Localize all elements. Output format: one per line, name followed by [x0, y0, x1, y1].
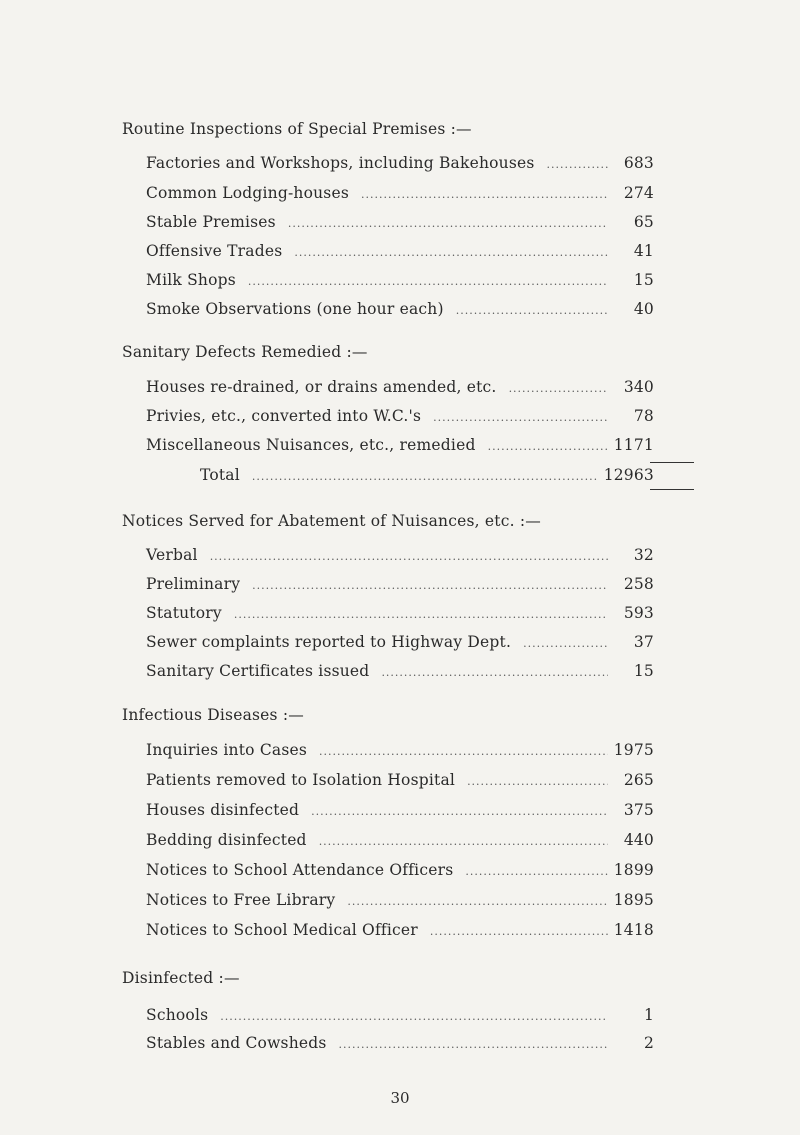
leader-dots: [381, 666, 608, 679]
leader-dots: [252, 470, 598, 483]
item-value: 440: [623, 831, 654, 849]
item-value: 274: [623, 184, 654, 202]
list-item: [146, 407, 654, 425]
list-item: [146, 741, 654, 759]
item-label: Verbal: [146, 546, 198, 564]
leader-dots: [467, 775, 608, 788]
item-value: 15: [633, 271, 654, 289]
leader-dots: [319, 745, 608, 758]
list-item: [146, 242, 654, 260]
section-heading-routine-inspections: Routine Inspections of Special Premises :—: [122, 120, 472, 138]
item-label: Common Lodging-houses: [146, 184, 349, 202]
list-item: [146, 891, 654, 909]
list-item: [146, 633, 654, 651]
item-label: Notices to School Attendance Officers: [146, 861, 454, 879]
total-row: [200, 466, 654, 484]
list-item: [146, 831, 654, 849]
leader-dots: [456, 304, 608, 317]
item-value: 1: [643, 1006, 654, 1024]
item-label: Sewer complaints reported to Highway Dept.: [146, 633, 512, 651]
leader-dots: [547, 158, 608, 171]
item-value: 340: [623, 378, 654, 396]
item-label: Houses disinfected: [146, 801, 300, 819]
leader-dots: [210, 550, 608, 563]
item-label: Schools: [146, 1006, 209, 1024]
item-label: Statutory: [146, 604, 222, 622]
item-value: 683: [623, 154, 654, 172]
list-item: [146, 546, 654, 564]
leader-dots: [433, 411, 608, 424]
item-value: 41: [633, 242, 654, 260]
item-label: Stables and Cowsheds: [146, 1034, 327, 1052]
list-item: [146, 271, 654, 289]
list-item: [146, 921, 654, 939]
leader-dots: [288, 217, 608, 230]
item-value: 1895: [613, 891, 654, 909]
item-label: Notices to School Medical Officer: [146, 921, 418, 939]
item-value: 40: [633, 300, 654, 318]
total-rule-top: [650, 462, 694, 463]
total-label: Total: [200, 466, 240, 484]
leader-dots: [339, 1038, 608, 1051]
item-value: 265: [623, 771, 654, 789]
list-item: [146, 861, 654, 879]
item-value: 1975: [613, 741, 654, 759]
list-item: [146, 213, 654, 231]
list-item: [146, 604, 654, 622]
item-label: Smoke Observations (one hour each): [146, 300, 444, 318]
item-label: Factories and Workshops, including Bakehouses: [146, 154, 535, 172]
leader-dots: [523, 637, 608, 650]
section-heading-infectious-diseases: Infectious Diseases :—: [122, 706, 304, 724]
section-heading-disinfected: Disinfected :—: [122, 969, 240, 987]
item-value: 1171: [613, 436, 654, 454]
item-label: Notices to Free Library: [146, 891, 336, 909]
list-item: [146, 184, 654, 202]
list-item: [146, 300, 654, 318]
leader-dots: [220, 1010, 608, 1023]
item-value: 15: [633, 662, 654, 680]
list-item: [146, 1006, 654, 1024]
item-label: Houses re-drained, or drains amended, etc.: [146, 378, 497, 396]
leader-dots: [465, 865, 607, 878]
leader-dots: [234, 608, 608, 621]
leader-dots: [430, 925, 608, 938]
item-label: Stable Premises: [146, 213, 276, 231]
item-label: Preliminary: [146, 575, 241, 593]
list-item: [146, 378, 654, 396]
section-heading-sanitary-defects: Sanitary Defects Remedied :—: [122, 343, 368, 361]
item-value: 2: [643, 1034, 654, 1052]
item-value: 37: [633, 633, 654, 651]
list-item: [146, 771, 654, 789]
leader-dots: [294, 246, 608, 259]
item-value: 593: [623, 604, 654, 622]
item-value: 78: [633, 407, 654, 425]
item-label: Milk Shops: [146, 271, 236, 289]
item-value: 32: [633, 546, 654, 564]
page-number: 30: [390, 1089, 410, 1107]
leader-dots: [252, 579, 608, 592]
item-value: 1418: [613, 921, 654, 939]
item-label: Privies, etc., converted into W.C.'s: [146, 407, 422, 425]
item-label: Offensive Trades: [146, 242, 283, 260]
leader-dots: [509, 382, 608, 395]
item-label: Miscellaneous Nuisances, etc., remedied: [146, 436, 476, 454]
list-item: [146, 801, 654, 819]
list-item: [146, 154, 654, 172]
list-item: [146, 436, 654, 454]
leader-dots: [319, 835, 608, 848]
item-value: 65: [633, 213, 654, 231]
leader-dots: [488, 440, 608, 453]
total-value: 12963: [603, 466, 654, 484]
section-heading-notices-served: Notices Served for Abatement of Nuisances, etc. :—: [122, 512, 541, 530]
item-label: Sanitary Certificates issued: [146, 662, 370, 680]
item-label: Bedding disinfected: [146, 831, 307, 849]
item-value: 375: [623, 801, 654, 819]
list-item: [146, 575, 654, 593]
total-rule-bottom: [650, 489, 694, 490]
leader-dots: [347, 895, 607, 908]
list-item: [146, 662, 654, 680]
list-item: [146, 1034, 654, 1052]
item-value: 1899: [613, 861, 654, 879]
leader-dots: [311, 805, 608, 818]
item-value: 258: [623, 575, 654, 593]
leader-dots: [248, 275, 608, 288]
item-label: Inquiries into Cases: [146, 741, 307, 759]
leader-dots: [361, 188, 608, 201]
item-label: Patients removed to Isolation Hospital: [146, 771, 456, 789]
